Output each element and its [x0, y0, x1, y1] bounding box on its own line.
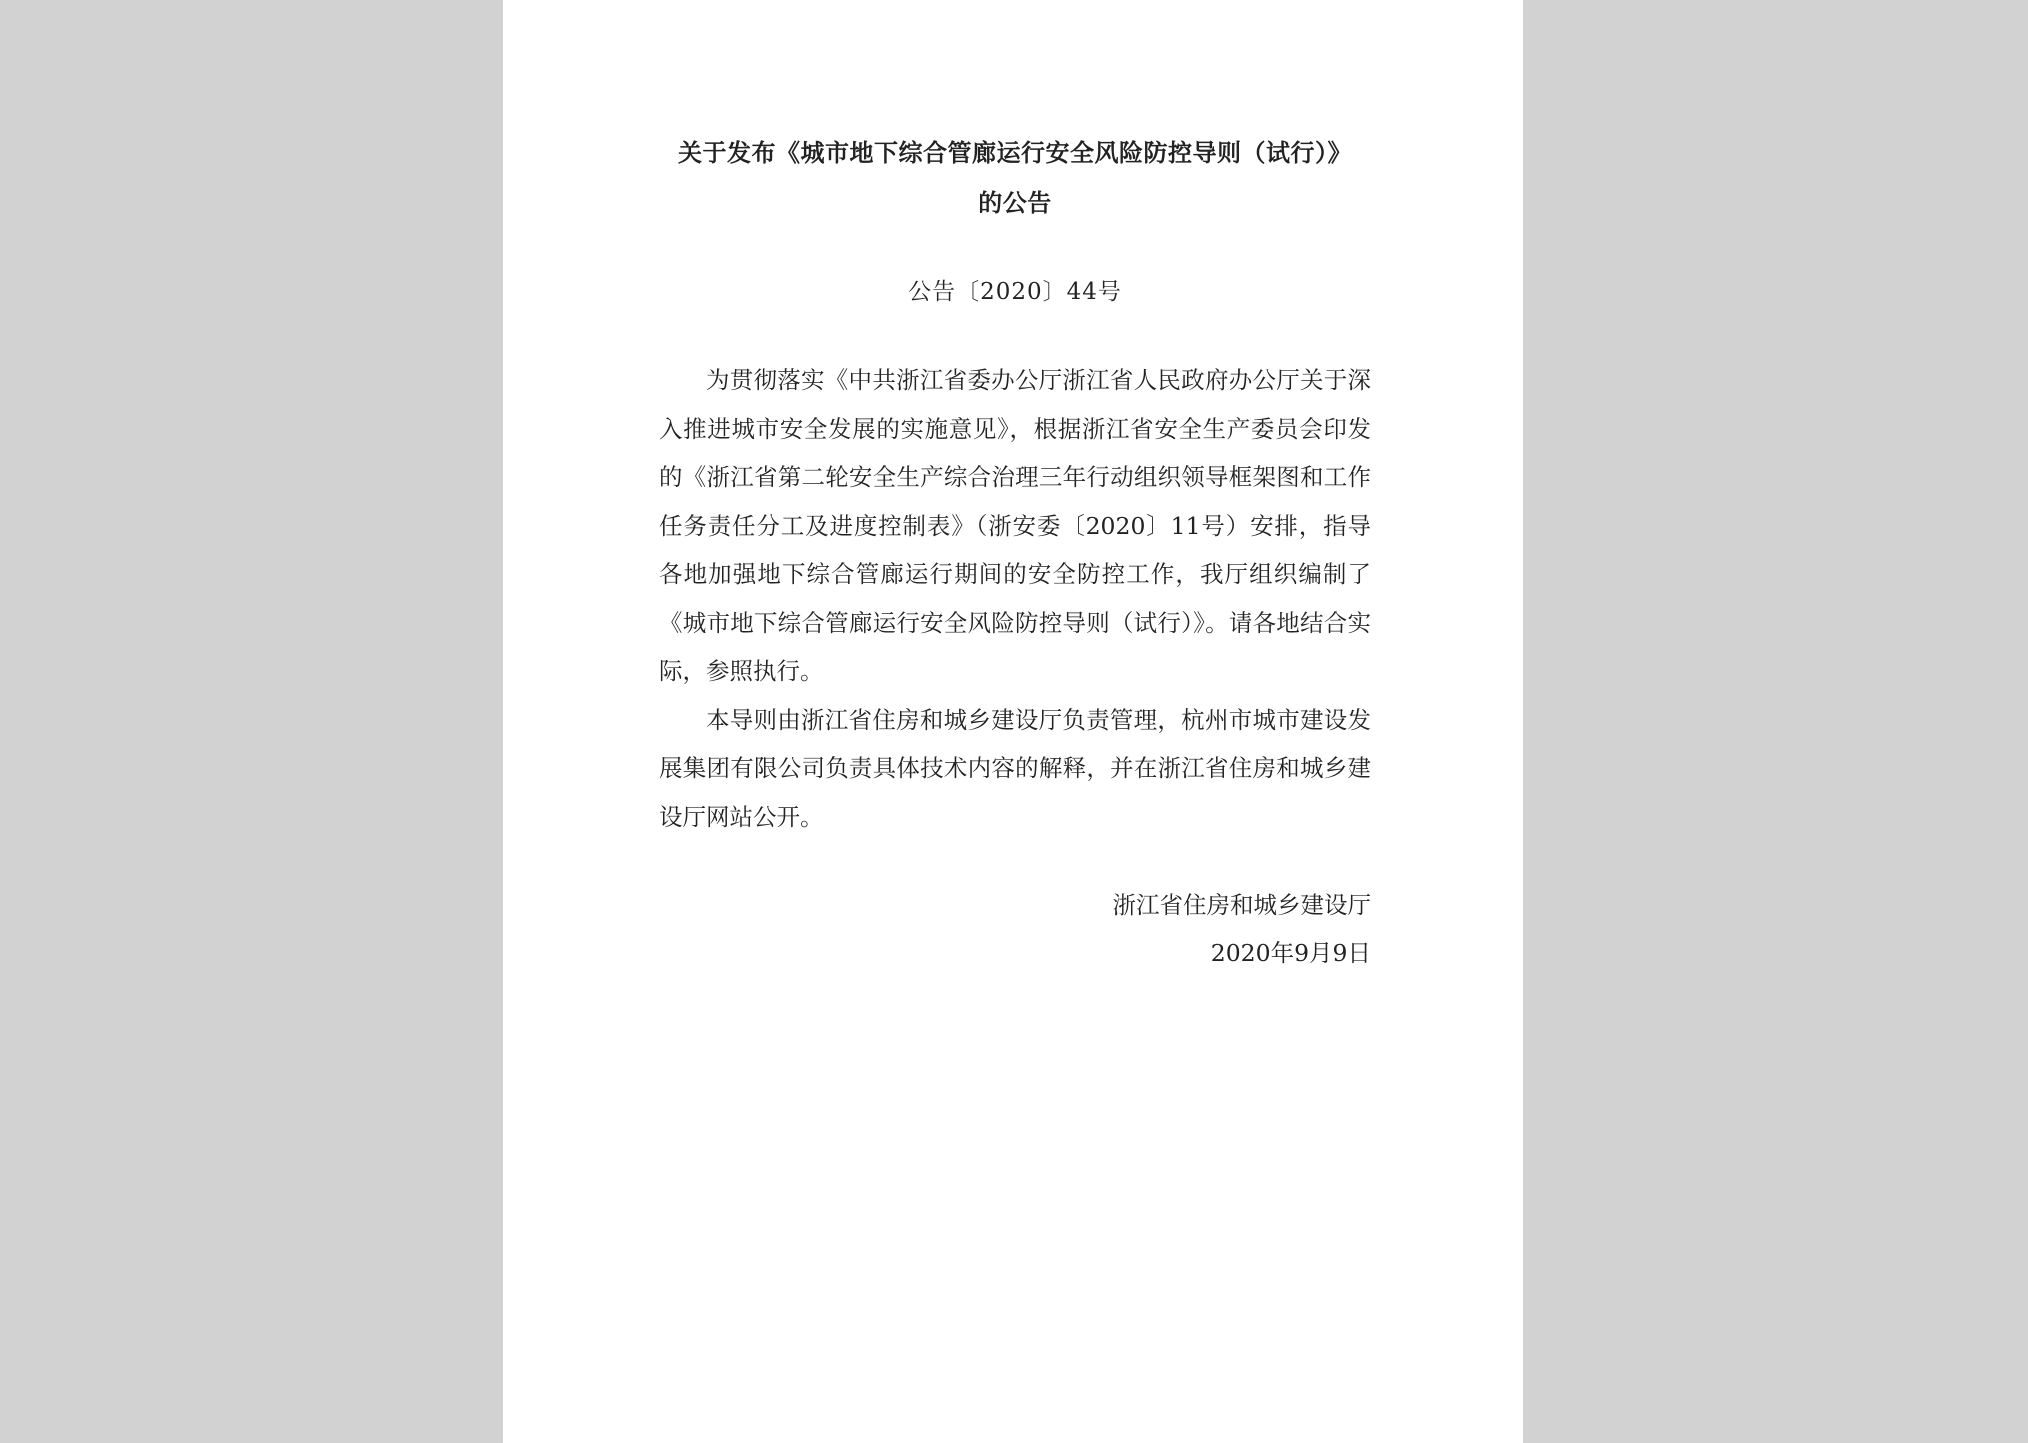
document-page	[503, 0, 1523, 1443]
issue-date: 2020年9月9日	[1210, 939, 1371, 967]
signature-block	[659, 881, 1371, 977]
title-line-2: 的公告	[978, 188, 1052, 217]
document-body	[659, 356, 1371, 841]
document-content	[659, 128, 1371, 977]
issuer-name: 浙江省住房和城乡建设厅	[1112, 891, 1371, 919]
body-paragraph-2: 本导则由浙江省住房和城乡建设厅负责管理，杭州市城市建设发展集团有限公司负责具体技术内容的解释，并在浙江省住房和城乡建设厅网站公开。	[659, 705, 1371, 831]
document-title	[659, 128, 1371, 228]
document-number: 公告〔2020〕44号	[908, 279, 1122, 305]
body-paragraph-1: 为贯彻落实《中共浙江省委办公厅浙江省人民政府办公厅关于深入推进城市安全发展的实施意见》，根据浙江省安全生产委员会印发的《浙江省第二轮安全生产综合治理三年行动组织领导框架图和工作任务责任分工及进度控制表》（浙安委〔2020〕11号）安排，指导各地加强地下综合管廊运行期间的安全防控工作，我厅组织编制了《城市地下综合管廊运行安全风险防控导则（试行）》。请各地结合实际，参照执行。	[659, 366, 1371, 685]
title-line-1: 关于发布《城市地下综合管廊运行安全风险防控导则（试行）》	[678, 138, 1352, 167]
